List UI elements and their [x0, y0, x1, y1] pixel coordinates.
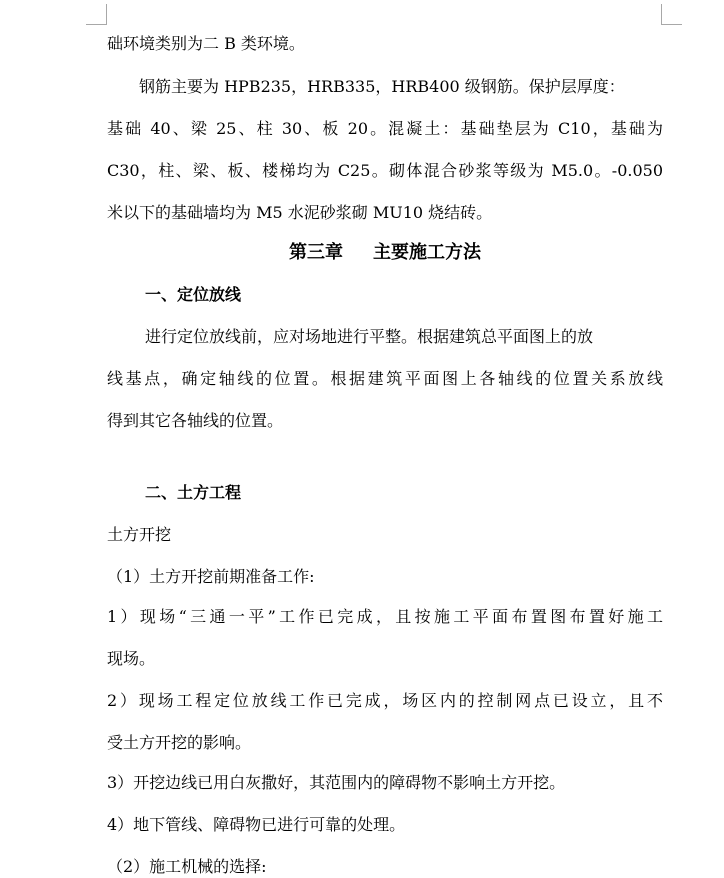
- body-line: 础环境类别为二 B 类环境。: [107, 34, 305, 53]
- body-line: 进行定位放线前，应对场地进行平整。根据建筑总平面图上的放: [145, 327, 594, 346]
- list-item: （2）施工机械的选择:: [107, 857, 267, 876]
- body-line: 米以下的基础墙均为 M5 水泥砂浆砌 MU10 烧结砖。: [107, 203, 493, 222]
- page-corner-mark-top-right: [661, 4, 682, 25]
- chapter-title: 主要施工方法: [373, 242, 481, 263]
- list-item: 4）地下管线、障碍物已进行可靠的处理。: [107, 815, 406, 834]
- body-line: C30，柱、梁、板、楼梯均为 C25。砌体混合砂浆等级为 M5.0。-0.050: [107, 161, 663, 180]
- list-item: 受土方开挖的影响。: [107, 733, 252, 752]
- list-item: （1）土方开挖前期准备工作:: [107, 567, 315, 586]
- body-line: 基础 40、梁 25、柱 30、板 20。混凝土：基础垫层为 C10，基础为: [107, 119, 663, 138]
- list-item: 1）现场“三通一平”工作已完成，且按施工平面布置图布置好施工: [107, 607, 663, 626]
- section-heading: 一、定位放线: [145, 285, 242, 304]
- list-item: 现场。: [107, 649, 156, 668]
- section-heading: 二、土方工程: [145, 483, 242, 502]
- page-corner-mark-top-left: [86, 4, 107, 25]
- body-line: 线基点，确定轴线的位置。根据建筑平面图上各轴线的位置关系放线: [107, 369, 663, 388]
- list-item: 2）现场工程定位放线工作已完成，场区内的控制网点已设立，且不: [107, 691, 663, 710]
- body-line: 钢筋主要为 HPB235，HRB335，HRB400 级钢筋。保护层厚度：: [139, 77, 625, 96]
- chapter-heading: [107, 243, 663, 263]
- body-line: 得到其它各轴线的位置。: [107, 411, 284, 430]
- body-line: 土方开挖: [107, 525, 172, 544]
- chapter-number: 第三章: [289, 242, 343, 263]
- list-item: 3）开挖边线已用白灰撒好，其范围内的障碍物不影响土方开挖。: [107, 773, 566, 792]
